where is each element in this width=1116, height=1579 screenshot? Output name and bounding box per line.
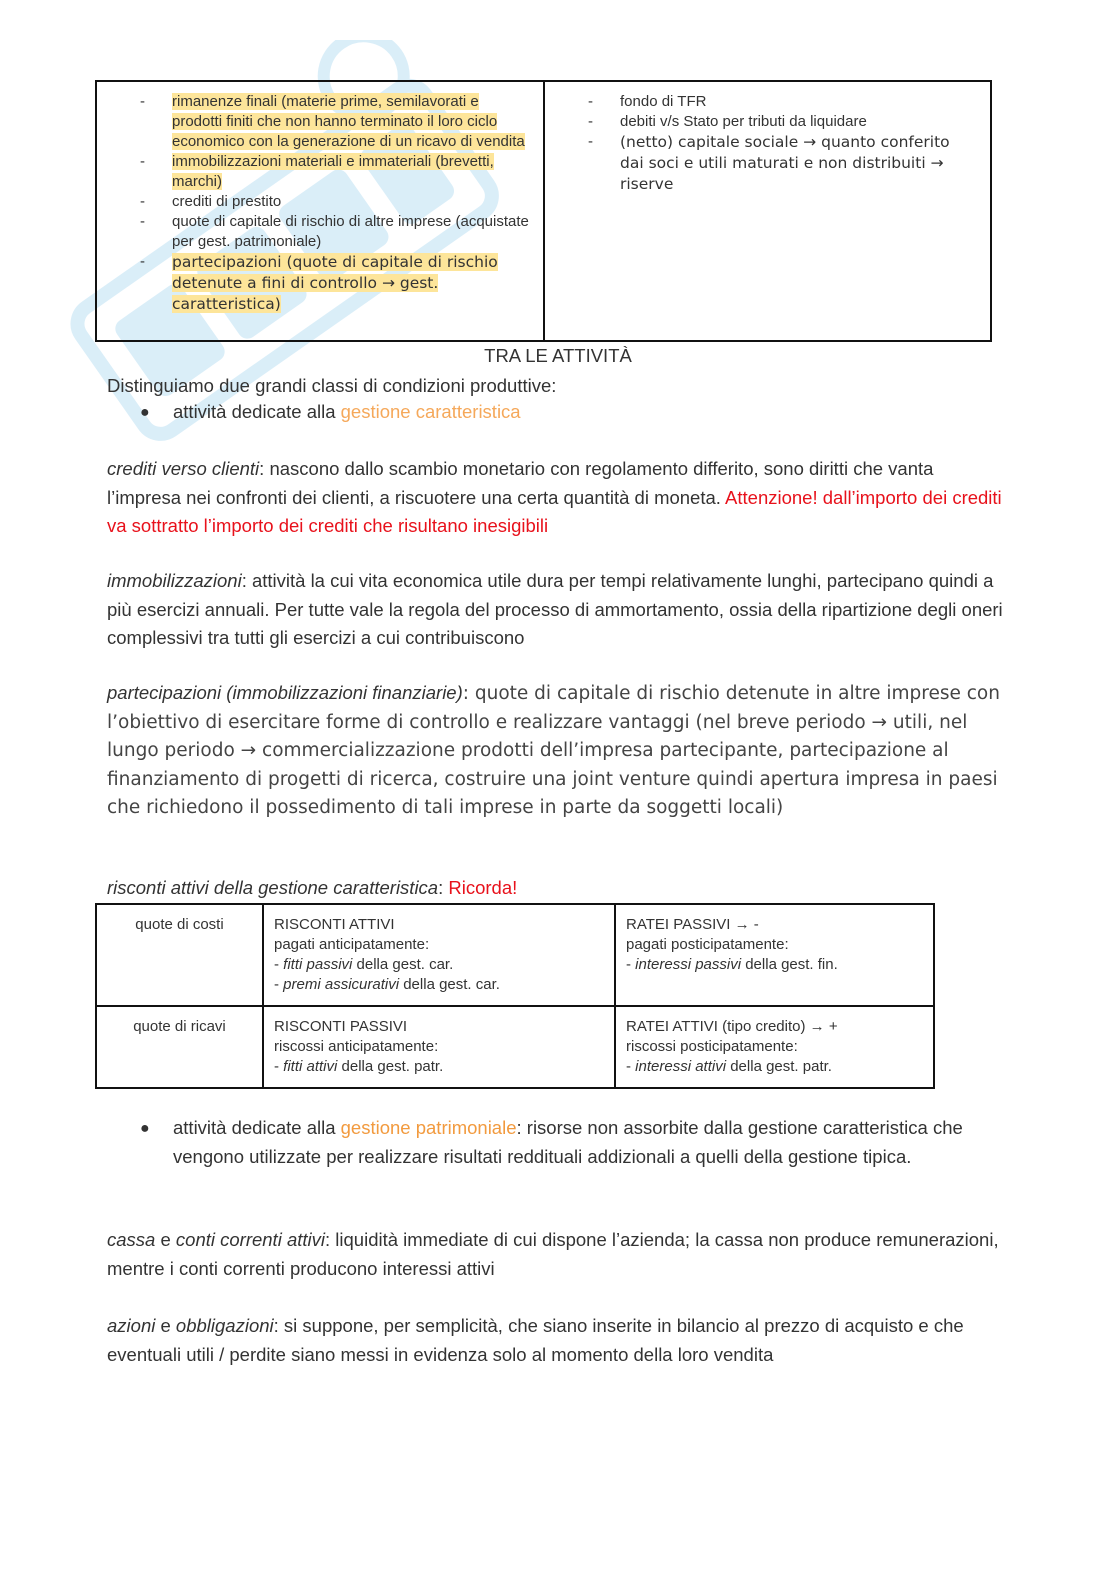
cell-line-term: interessi attivi <box>635 1058 727 1075</box>
ricorda-note: Ricorda! <box>448 877 518 898</box>
cell-subtitle: pagati anticipatamente: <box>274 936 430 953</box>
cell-title: RISCONTI ATTIVI <box>274 916 395 933</box>
partecipazioni-text: : quote di capitale di rischio detenute in altre imprese con l’obiettivo di esercitare forme di controllo e realizzare vantaggi (nel breve periodo → utili, nel lungo periodo → commercializzazione prodotti dell’impresa partecipante, partecipazione al finanziamento di progetti di ricerca, costruire una joint venture quindi apertura impresa in paesi che richiedono il possedimento di tali imprese in parte da soggetti locali) <box>107 683 1000 818</box>
cell-title: RATEI ATTIVI (tipo credito) → + <box>626 1018 838 1035</box>
list-item <box>557 112 978 132</box>
list-item <box>109 92 531 152</box>
immobilizzazioni-paragraph <box>107 567 1007 653</box>
cell-line: - fitti passivi della gest. car. <box>274 956 454 973</box>
immobilizzazioni-text: : attività la cui vita economica utile dura per tempi relativamente lunghi, partecipano quindi a più esercizi annuali. Per tutte vale la regola del processo di ammortamento, ossia della ripartizione degli oneri complessivi tra tutti gli esercizi a cui contribuiscono <box>107 570 1003 648</box>
risconti-term: risconti attivi della gestione caratteristica <box>107 877 439 898</box>
bullet-text: : risorse non assorbite dalla gestione caratteristica che vengono utilizzate per realizzare risultati reddituali addizionali a quelli della gestione tipica. <box>173 1117 963 1167</box>
list-item <box>109 192 531 212</box>
bullet-prefix: attività dedicate alla <box>173 1117 341 1138</box>
list-item <box>557 132 978 195</box>
azioni-term: azioni <box>107 1315 156 1336</box>
gestione-patrimoniale-link: gestione patrimoniale <box>340 1117 517 1138</box>
gestione-caratteristica-link: gestione caratteristica <box>340 401 521 422</box>
risconti-paragraph <box>107 874 1007 903</box>
cell-line-rest: della gest. car. <box>399 976 500 993</box>
bullet-gestione-caratteristica <box>173 398 993 427</box>
list-item <box>557 92 978 112</box>
list-item-text: rimanenze finali (materie prime, semilavorati e prodotti finiti che non hanno terminato il loro ciclo economico con la generazione di un ricavo di vendita <box>172 93 525 150</box>
cell-line-rest: della gest. car. <box>352 956 454 973</box>
cell-subtitle: riscossi anticipatamente: <box>274 1038 439 1055</box>
crediti-paragraph <box>107 455 1007 541</box>
cassa-text: : liquidità immediate di cui dispone l’azienda; la cassa non produce remunerazioni, mentre i conti correnti producono interessi attivi <box>107 1229 999 1279</box>
cell-line-term: fitti passivi <box>283 956 353 973</box>
list-item-text: immobilizzazioni materiali e immateriali (brevetti, marchi) <box>172 153 494 190</box>
bullet-gestione-patrimoniale <box>173 1114 1003 1171</box>
ratei-risconti-table <box>95 903 935 1089</box>
bullet-dot: ● <box>140 404 150 421</box>
top-table-right-cell <box>545 82 990 340</box>
risconti-colon: : <box>438 877 449 898</box>
cell-line-rest: della gest. fin. <box>741 956 838 973</box>
list-item-text: (netto) capitale sociale → quanto conferito dai soci e utili maturati e non distribuiti → riserve <box>620 133 950 193</box>
crediti-warning: Attenzione! dall’importo dei crediti va sottratto l’importo dei crediti che risultano inesigibili <box>107 486 1002 536</box>
cell-line-term: premi assicurativi <box>283 976 400 993</box>
list-item <box>109 152 531 192</box>
cell-line-rest: della gest. patr. <box>726 1058 832 1075</box>
risconti-passivi-cell <box>263 1006 615 1088</box>
cassa-term: cassa <box>107 1229 156 1250</box>
crediti-term: crediti verso clienti <box>107 458 260 479</box>
cell-subtitle: riscossi posticipatamente: <box>626 1038 798 1055</box>
cell-subtitle: pagati posticipatamente: <box>626 936 789 953</box>
list-item-text: fondo di TFR <box>620 93 707 110</box>
top-table-left-cell <box>97 82 545 340</box>
intro-text: Distinguiamo due grandi classi di condizioni produttive: <box>107 375 557 396</box>
table-row <box>96 1006 934 1088</box>
partecipazioni-term: partecipazioni (immobilizzazioni finanziarie) <box>107 682 463 703</box>
partecipazioni-paragraph <box>107 679 1007 822</box>
ratei-attivi-cell <box>615 1006 934 1088</box>
cell-line: - interessi passivi della gest. fin. <box>626 956 838 973</box>
bullet-prefix: attività dedicate alla <box>173 401 341 422</box>
cassa-connector: e <box>155 1229 176 1250</box>
ratei-passivi-cell <box>615 904 934 1006</box>
top-table <box>95 80 992 342</box>
cell-line: - fitti attivi della gest. patr. <box>274 1058 444 1075</box>
cell-line-term: interessi passivi <box>635 956 742 973</box>
list-item-text: debiti v/s Stato per tributi da liquidare <box>620 113 867 130</box>
cell-line-rest: della gest. patr. <box>337 1058 444 1075</box>
list-item-text: quote di capitale di rischio di altre imprese (acquistate per gest. patrimoniale) <box>172 213 529 250</box>
azioni-text: : si suppone, per semplicità, che siano inserite in bilancio al prezzo di acquisto e che eventuali utili / perdite siano messi in evidenza solo al momento della loro vendita <box>107 1315 964 1365</box>
list-item <box>109 212 531 252</box>
cassa-paragraph <box>107 1226 1007 1283</box>
crediti-text: : nascono dallo scambio monetario con regolamento differito, sono diritti che vanta l’impresa nei confronti dei clienti, a riscuotere una certa quantità di moneta. <box>107 458 934 508</box>
list-item <box>109 252 531 315</box>
table-row <box>96 904 934 1006</box>
azioni-connector: e <box>155 1315 176 1336</box>
list-item-text: partecipazioni (quote di capitale di rischio detenute a fini di controllo → gest. caratteristica) <box>172 253 498 313</box>
left-list <box>109 92 531 315</box>
section-title: TRA LE ATTIVITÀ <box>484 345 632 366</box>
cell-line: - interessi attivi della gest. patr. <box>626 1058 832 1075</box>
risconti-attivi-cell <box>263 904 615 1006</box>
bullet-dot: ● <box>140 1120 150 1137</box>
row-label-costi: quote di costi <box>96 904 263 1006</box>
cell-line-term: fitti attivi <box>283 1058 338 1075</box>
cell-title: RISCONTI PASSIVI <box>274 1018 408 1035</box>
immobilizzazioni-term: immobilizzazioni <box>107 570 242 591</box>
obbligazioni-term: obbligazioni <box>175 1315 274 1336</box>
cell-title: RATEI PASSIVI → - <box>626 916 759 933</box>
right-list <box>557 92 978 195</box>
row-label-ricavi: quote di ricavi <box>96 1006 263 1088</box>
cell-line: - premi assicurativi della gest. car. <box>274 976 500 993</box>
list-item-text: crediti di prestito <box>172 193 282 210</box>
conti-correnti-term: conti correnti attivi <box>175 1229 325 1250</box>
azioni-paragraph <box>107 1312 1007 1369</box>
